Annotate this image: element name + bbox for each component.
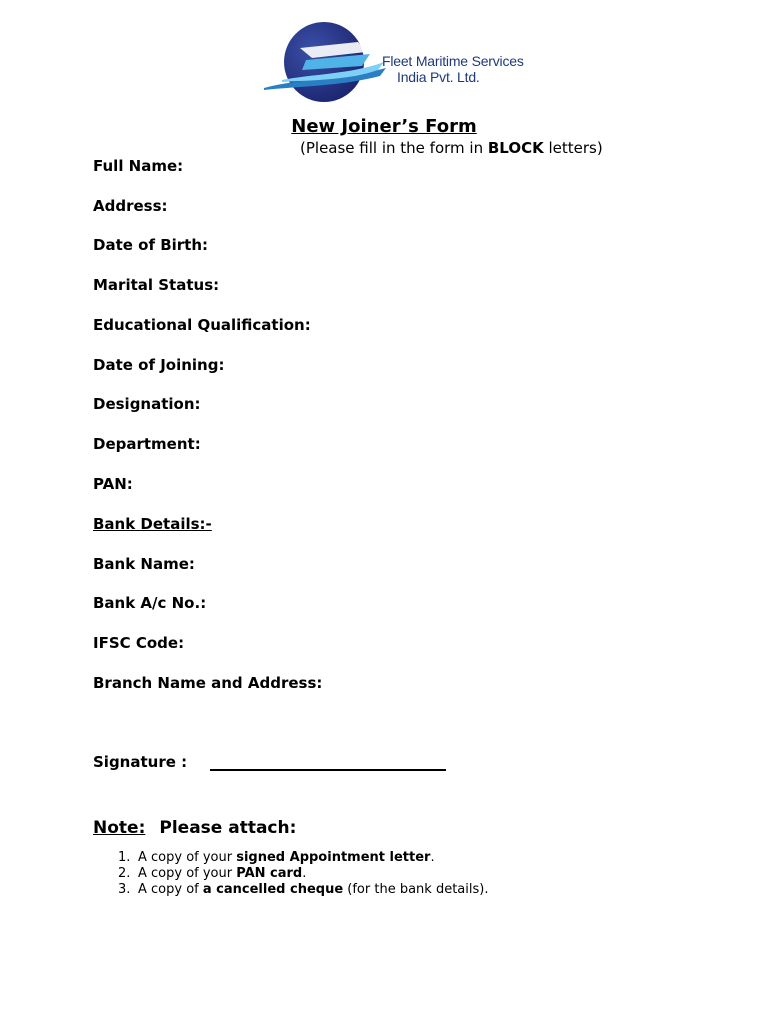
field-bank-name: Bank Name:	[93, 555, 195, 573]
list-item-pre: A copy of your	[138, 866, 237, 881]
logo-text	[382, 53, 524, 85]
note-label: Note:	[93, 818, 146, 838]
subtitle-pre: (Please fill in the form in	[300, 139, 488, 157]
field-branch-name-address: Branch Name and Address:	[93, 674, 323, 692]
list-item	[118, 882, 488, 898]
list-item-bold: a cancelled cheque	[202, 882, 344, 897]
field-designation: Designation:	[93, 395, 201, 413]
subtitle-bold: BLOCK	[487, 139, 544, 157]
bank-details-heading: Bank Details:-	[93, 515, 212, 533]
list-item-post: (for the bank details).	[343, 882, 489, 897]
list-item-post: .	[430, 850, 435, 865]
logo-line-2: India Pvt. Ltd.	[397, 69, 480, 85]
list-item	[118, 850, 488, 866]
attachment-list	[118, 850, 488, 898]
list-item-pre: A copy of	[138, 882, 203, 897]
list-item-bold: PAN card	[236, 866, 303, 881]
field-department: Department:	[93, 435, 201, 453]
note-text: Please attach:	[159, 818, 297, 838]
list-item-number: 1.	[118, 850, 131, 865]
list-item-bold: signed Appointment letter	[236, 850, 431, 865]
field-ifsc-code: IFSC Code:	[93, 634, 185, 652]
note-heading	[93, 818, 296, 838]
signature-label: Signature :	[93, 753, 188, 771]
list-item-number: 3.	[118, 882, 131, 897]
ship-emblem-icon	[262, 22, 392, 106]
list-item	[118, 866, 488, 882]
field-date-of-joining: Date of Joining:	[93, 356, 225, 374]
field-date-of-birth: Date of Birth:	[93, 236, 209, 254]
field-educational-qualification: Educational Qualification:	[93, 316, 311, 334]
subtitle-post: letters)	[543, 139, 603, 157]
list-item-number: 2.	[118, 866, 131, 881]
field-address: Address:	[93, 197, 168, 215]
form-subtitle	[300, 139, 603, 157]
logo-line-1: Fleet Maritime Services	[382, 53, 524, 69]
field-marital-status: Marital Status:	[93, 276, 220, 294]
list-item-post: .	[302, 866, 307, 881]
company-logo	[262, 22, 546, 106]
list-item-pre: A copy of your	[138, 850, 237, 865]
field-pan: PAN:	[93, 475, 133, 493]
field-full-name: Full Name:	[93, 157, 184, 175]
form-title: New Joiner’s Form	[291, 116, 477, 137]
signature-line	[210, 769, 446, 771]
field-bank-account-number: Bank A/c No.:	[93, 594, 207, 612]
